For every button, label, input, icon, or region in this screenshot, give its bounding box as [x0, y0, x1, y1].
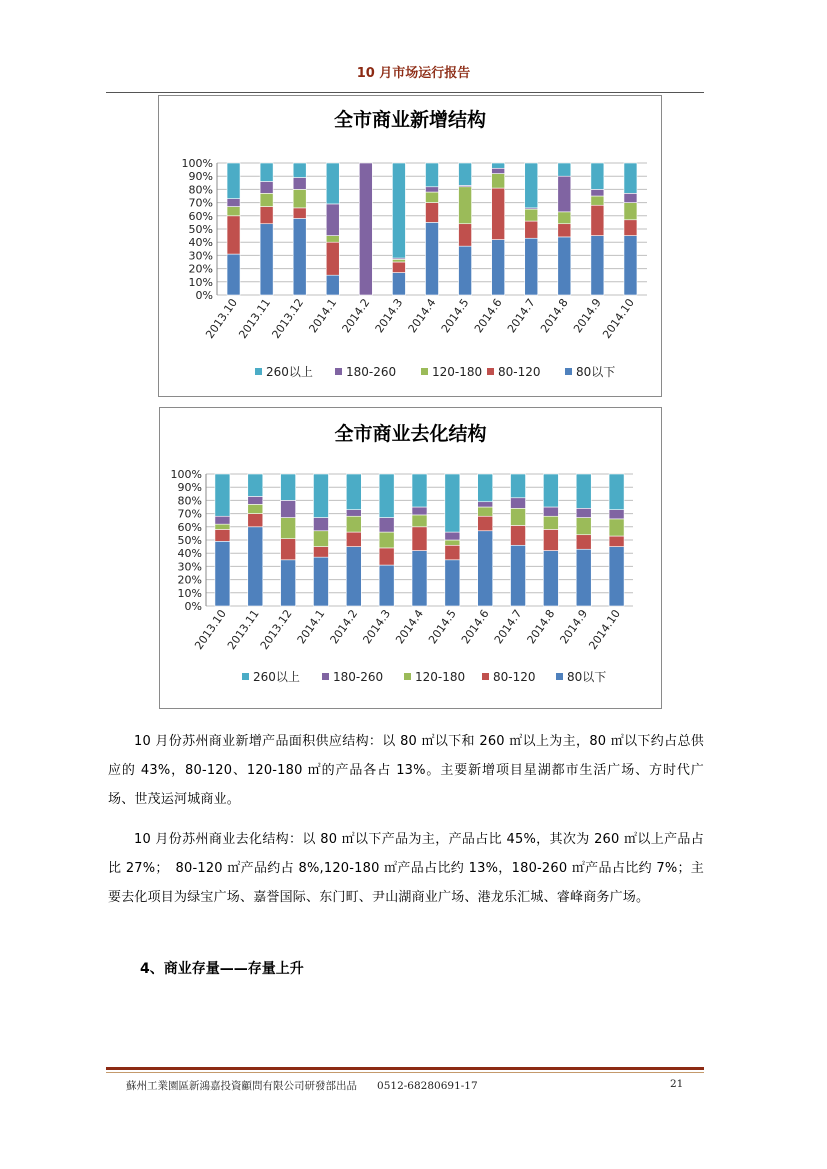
- bar-segment: [313, 518, 328, 531]
- legend-label: 120-180: [432, 365, 483, 379]
- x-tick-label: 2013.10: [203, 296, 240, 341]
- x-tick-label: 2013.11: [224, 607, 262, 652]
- x-tick-label: 2013.12: [269, 296, 307, 341]
- bar-segment: [525, 209, 538, 221]
- bar-segment: [609, 474, 624, 510]
- bar-segment: [478, 502, 493, 507]
- bar-segment: [591, 205, 604, 235]
- y-tick-label: 30%: [177, 560, 202, 574]
- bar-segment: [293, 163, 306, 178]
- bar-segment: [558, 237, 571, 295]
- legend-swatch: [421, 368, 428, 375]
- bar-segment: [591, 163, 604, 189]
- bar-segment: [543, 474, 558, 507]
- y-tick-label: 80%: [188, 183, 213, 197]
- bar-segment: [326, 204, 339, 236]
- bar-segment: [576, 549, 591, 606]
- y-tick-label: 100%: [181, 157, 213, 170]
- bar-segment: [459, 224, 472, 246]
- bar-segment: [326, 242, 339, 275]
- bar-segment: [558, 224, 571, 237]
- y-tick-label: 90%: [188, 170, 213, 184]
- x-tick-label: 2014.4: [405, 296, 439, 336]
- legend-label: 80以下: [567, 670, 607, 684]
- legend-swatch: [335, 368, 342, 375]
- bar-segment: [346, 474, 361, 510]
- y-tick-label: 10%: [177, 586, 202, 600]
- bar-segment: [313, 531, 328, 547]
- header-title: 10 月市场运行报告: [356, 66, 471, 81]
- chart-title: 全市商业去化结构: [334, 423, 487, 445]
- page-number: 21: [670, 1078, 684, 1090]
- bar-segment: [543, 516, 558, 529]
- bar-segment: [426, 192, 439, 203]
- bar-segment: [379, 518, 394, 533]
- bar-segment: [492, 168, 505, 173]
- x-tick-label: 2014.5: [438, 296, 472, 336]
- y-tick-label: 70%: [188, 196, 213, 210]
- bar-segment: [558, 176, 571, 212]
- bar-segment: [215, 529, 230, 541]
- bar-segment: [624, 220, 637, 236]
- bar-segment: [260, 207, 273, 224]
- legend-swatch: [242, 673, 249, 680]
- chart-svg: [160, 408, 661, 708]
- legend-label: 80-120: [498, 365, 541, 379]
- absorption-structure-chart: [159, 407, 662, 709]
- bar-segment: [248, 514, 263, 527]
- bar-segment: [392, 262, 405, 273]
- footer-rule: [106, 1067, 704, 1070]
- bar-segment: [215, 474, 230, 516]
- bar-segment: [591, 196, 604, 205]
- bar-segment: [412, 551, 427, 606]
- bar-segment: [281, 560, 296, 606]
- bar-segment: [392, 259, 405, 262]
- bar-segment: [412, 527, 427, 551]
- x-tick-label: 2013.12: [257, 607, 295, 652]
- bar-segment: [492, 163, 505, 168]
- y-tick-label: 20%: [177, 573, 202, 587]
- y-tick-label: 40%: [188, 236, 213, 250]
- bar-segment: [215, 516, 230, 524]
- bar-segment: [459, 163, 472, 185]
- bar-segment: [492, 240, 505, 295]
- x-tick-label: 2014.7: [491, 607, 525, 647]
- bar-segment: [543, 529, 558, 550]
- bar-segment: [445, 545, 460, 560]
- bar-segment: [576, 518, 591, 535]
- y-tick-label: 50%: [177, 534, 202, 547]
- bar-segment: [492, 174, 505, 189]
- y-tick-label: 0%: [195, 289, 213, 302]
- legend-label: 180-260: [346, 365, 397, 379]
- bar-segment: [558, 212, 571, 224]
- section-heading: 4、商业存量——存量上升: [140, 961, 304, 977]
- x-tick-label: 2014.10: [586, 607, 624, 652]
- x-tick-label: 2013.10: [192, 607, 229, 652]
- x-tick-label: 2014.5: [426, 607, 459, 647]
- y-tick-label: 30%: [188, 249, 213, 263]
- bar-segment: [511, 498, 526, 509]
- bar-segment: [624, 236, 637, 295]
- bar-segment: [591, 236, 604, 295]
- y-tick-label: 0%: [184, 600, 202, 613]
- x-tick-label: 2014.1: [294, 607, 328, 647]
- x-tick-label: 2014.9: [557, 607, 591, 647]
- bar-segment: [227, 163, 240, 199]
- legend-label: 180-260: [333, 670, 384, 684]
- bar-segment: [624, 203, 637, 220]
- y-tick-label: 10%: [188, 275, 213, 289]
- legend-swatch: [322, 673, 329, 680]
- legend-label: 120-180: [415, 670, 466, 684]
- legend-swatch: [482, 673, 489, 680]
- bar-segment: [525, 238, 538, 295]
- x-tick-label: 2014.10: [600, 296, 637, 341]
- bar-segment: [492, 188, 505, 239]
- bar-segment: [379, 532, 394, 548]
- supply-structure-chart: [158, 95, 662, 397]
- absorption-paragraph: 10 月份苏州商业去化结构：以 80 ㎡以下产品为主，产品占比 45%，其次为 260 ㎡以上产品占比 27%； 80-120 ㎡产品约占 8%,120-180 ㎡产品占比约 13%，180-260 ㎡产品占比约 7%；主要去化项目为绿宝广场、嘉誉国际、东门町、尹山湖商业广场、港龙乐汇城、睿峰商务广场。: [108, 832, 704, 905]
- y-tick-label: 80%: [177, 494, 202, 508]
- bar-segment: [511, 525, 526, 545]
- x-tick-label: 2014.2: [327, 607, 361, 647]
- bar-segment: [248, 504, 263, 513]
- bar-segment: [459, 187, 472, 224]
- bar-segment: [293, 178, 306, 190]
- bar-segment: [624, 163, 637, 193]
- y-tick-label: 100%: [170, 468, 202, 481]
- x-tick-label: 2014.7: [504, 296, 538, 336]
- header-rule: [106, 92, 704, 93]
- x-tick-label: 2014.1: [306, 296, 340, 336]
- x-tick-label: 2014.3: [360, 607, 394, 647]
- bar-segment: [445, 540, 460, 545]
- legend-swatch: [556, 673, 563, 680]
- bar-segment: [326, 275, 339, 295]
- bar-segment: [543, 551, 558, 606]
- supply-paragraph: 10 月份苏州商业新增产品面积供应结构：以 80 ㎡以下和 260 ㎡以上为主，80 ㎡以下约占总供应的 43%，80-120、120-180 ㎡的产品各占 13%。主要新增项目星湖都市生活广场、方时代广场、世茂运河城商业。: [108, 734, 704, 807]
- bar-segment: [445, 474, 460, 532]
- bar-segment: [281, 539, 296, 560]
- bar-segment: [426, 187, 439, 192]
- bar-segment: [478, 516, 493, 531]
- bar-segment: [346, 510, 361, 517]
- bar-segment: [260, 193, 273, 206]
- y-tick-label: 60%: [188, 209, 213, 223]
- bar-segment: [260, 163, 273, 181]
- bar-segment: [260, 224, 273, 295]
- bar-segment: [379, 548, 394, 565]
- bar-segment: [576, 508, 591, 517]
- y-tick-label: 70%: [177, 507, 202, 521]
- bar-segment: [326, 236, 339, 243]
- y-tick-label: 20%: [188, 262, 213, 276]
- legend-label: 80以下: [576, 365, 616, 379]
- x-tick-label: 2014.4: [393, 607, 426, 647]
- bar-segment: [412, 507, 427, 515]
- bar-segment: [293, 208, 306, 219]
- bar-segment: [227, 216, 240, 254]
- bar-segment: [511, 508, 526, 525]
- legend-label: 80-120: [493, 670, 536, 684]
- bar-segment: [576, 535, 591, 550]
- bar-segment: [392, 273, 405, 295]
- x-tick-label: 2014.6: [458, 607, 492, 647]
- bar-segment: [543, 507, 558, 516]
- x-tick-label: 2014.3: [372, 296, 406, 336]
- bar-segment: [215, 541, 230, 606]
- x-tick-label: 2014.2: [339, 296, 373, 336]
- bar-segment: [609, 519, 624, 536]
- bar-segment: [227, 199, 240, 207]
- bar-segment: [478, 474, 493, 502]
- y-tick-label: 60%: [177, 520, 202, 534]
- bar-segment: [346, 547, 361, 606]
- bar-segment: [359, 163, 372, 295]
- bar-segment: [326, 163, 339, 204]
- bar-segment: [313, 474, 328, 518]
- bar-segment: [313, 557, 328, 606]
- bar-segment: [392, 163, 405, 258]
- footer-company-name: 蘇州工業園區新鴻嘉投資顧問有限公司研發部出品: [126, 1080, 357, 1092]
- bar-segment: [558, 163, 571, 176]
- bar-segment: [426, 203, 439, 223]
- legend-swatch: [255, 368, 262, 375]
- y-tick-label: 40%: [177, 547, 202, 561]
- bar-segment: [227, 207, 240, 216]
- legend-label: 260以上: [266, 365, 313, 379]
- bar-segment: [591, 189, 604, 196]
- bar-segment: [346, 516, 361, 532]
- bar-segment: [248, 474, 263, 496]
- bar-segment: [346, 532, 361, 547]
- x-tick-label: 2014.8: [524, 607, 558, 647]
- bar-segment: [609, 547, 624, 606]
- legend-swatch: [404, 673, 411, 680]
- bar-segment: [609, 536, 624, 547]
- bar-segment: [260, 181, 273, 193]
- bar-segment: [248, 527, 263, 606]
- y-tick-label: 50%: [188, 223, 213, 236]
- bar-segment: [478, 507, 493, 516]
- bar-segment: [511, 545, 526, 606]
- bar-segment: [525, 221, 538, 238]
- bar-segment: [293, 189, 306, 207]
- y-tick-label: 90%: [177, 481, 202, 495]
- bar-segment: [576, 474, 591, 508]
- bar-segment: [511, 474, 526, 498]
- legend-swatch: [487, 368, 494, 375]
- x-tick-label: 2014.9: [571, 296, 604, 336]
- bar-segment: [281, 474, 296, 500]
- x-tick-label: 2014.6: [471, 296, 505, 336]
- bar-segment: [426, 163, 439, 187]
- x-tick-label: 2014.8: [538, 296, 571, 336]
- bar-segment: [412, 515, 427, 527]
- bar-segment: [609, 510, 624, 519]
- footer-company: [126, 1078, 478, 1093]
- chart-title: 全市商业新增结构: [333, 109, 487, 131]
- bar-segment: [281, 500, 296, 517]
- bar-segment: [445, 560, 460, 606]
- bar-segment: [215, 524, 230, 529]
- legend-label: 260以上: [253, 670, 300, 684]
- bar-segment: [426, 222, 439, 295]
- bar-segment: [281, 518, 296, 539]
- bar-segment: [379, 565, 394, 606]
- bar-segment: [459, 246, 472, 295]
- x-tick-label: 2013.11: [236, 296, 274, 341]
- bar-segment: [525, 163, 538, 208]
- bar-segment: [624, 193, 637, 202]
- footer-phone: 0512-68280691-17: [377, 1080, 478, 1092]
- bar-segment: [478, 531, 493, 606]
- bar-segment: [248, 496, 263, 504]
- legend-swatch: [565, 368, 572, 375]
- bar-segment: [293, 218, 306, 295]
- bar-segment: [445, 532, 460, 540]
- bar-segment: [412, 474, 427, 507]
- bar-segment: [227, 254, 240, 295]
- chart-svg: [159, 96, 661, 396]
- footer-rule-thin: [106, 1072, 704, 1073]
- bar-segment: [313, 547, 328, 558]
- bar-segment: [379, 474, 394, 518]
